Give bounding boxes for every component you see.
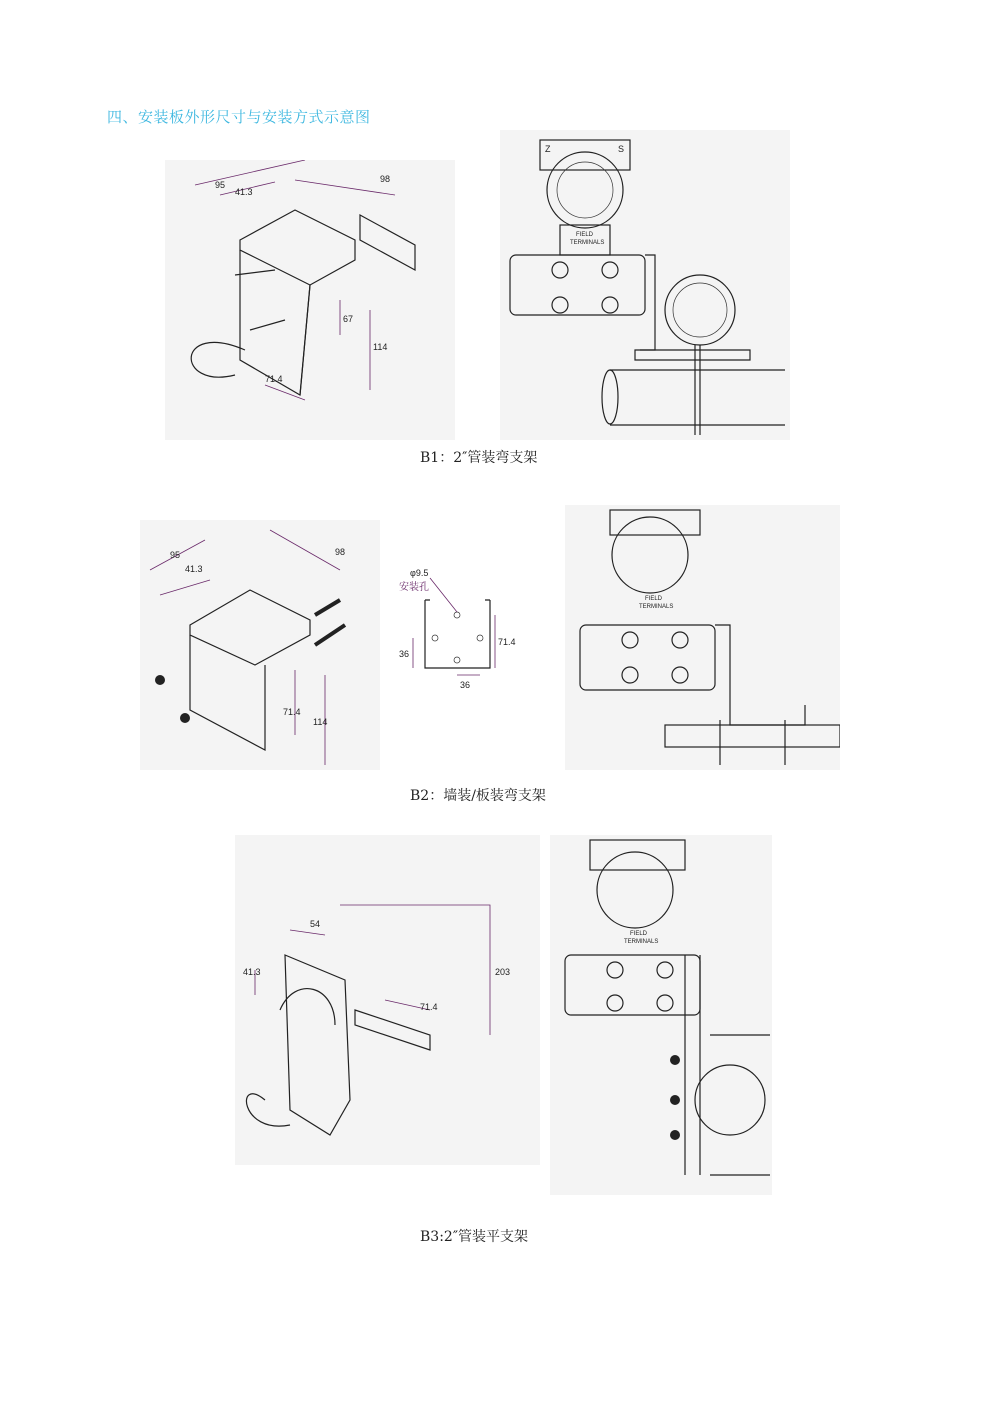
b2-bracket-drawing bbox=[140, 520, 380, 770]
dim-41-3: 41.3 bbox=[185, 564, 203, 574]
mounting-hole-label: 安装孔 bbox=[399, 582, 429, 593]
field-label: FIELD bbox=[576, 232, 594, 238]
dim-98: 98 bbox=[335, 547, 346, 557]
b3-mounted-transmitter bbox=[550, 835, 772, 1195]
field-label: FIELD bbox=[645, 596, 663, 602]
b2-mounted-transmitter bbox=[565, 505, 840, 770]
dim-95: 95 bbox=[170, 550, 181, 560]
terminals-label: TERMINALS bbox=[639, 604, 674, 610]
dim-114: 114 bbox=[373, 342, 388, 352]
mark-s: S bbox=[618, 144, 625, 154]
dim-36-horizontal: 36 bbox=[460, 680, 471, 690]
dim-71-4: 71.4 bbox=[498, 637, 516, 647]
b1-bracket-drawing bbox=[165, 160, 455, 440]
dim-114: 114 bbox=[313, 717, 328, 727]
dim-54: 54 bbox=[310, 919, 321, 929]
dim-41-3: 41.3 bbox=[235, 187, 253, 197]
b1-caption: B1：2″管装弯支架 bbox=[420, 450, 538, 466]
b3-caption: B3:2″管装平支架 bbox=[420, 1229, 529, 1245]
hole-diameter: φ9.5 bbox=[410, 568, 429, 578]
b3-bracket-drawing bbox=[235, 835, 540, 1165]
terminals-label: TERMINALS bbox=[624, 939, 659, 945]
section-heading: 四、安装板外形尺寸与安装方式示意图 bbox=[107, 108, 371, 126]
field-label: FIELD bbox=[630, 931, 648, 937]
dim-71-4: 71.4 bbox=[420, 1002, 438, 1012]
dim-95: 95 bbox=[215, 180, 226, 190]
b1-mounted-transmitter bbox=[500, 130, 790, 440]
dim-98: 98 bbox=[380, 174, 391, 184]
terminals-label: TERMINALS bbox=[570, 240, 605, 246]
dim-71-4: 71.4 bbox=[283, 707, 301, 717]
mark-z: Z bbox=[545, 144, 551, 154]
b2-caption: B2：墙装/板装弯支架 bbox=[410, 788, 546, 804]
dim-36-vertical: 36 bbox=[399, 649, 410, 659]
dim-71-4: 71.4 bbox=[265, 374, 283, 384]
dim-41-3: 41.3 bbox=[243, 967, 261, 977]
dim-203: 203 bbox=[495, 967, 511, 977]
b2-hole-detail bbox=[395, 560, 525, 700]
dim-67: 67 bbox=[343, 314, 354, 324]
